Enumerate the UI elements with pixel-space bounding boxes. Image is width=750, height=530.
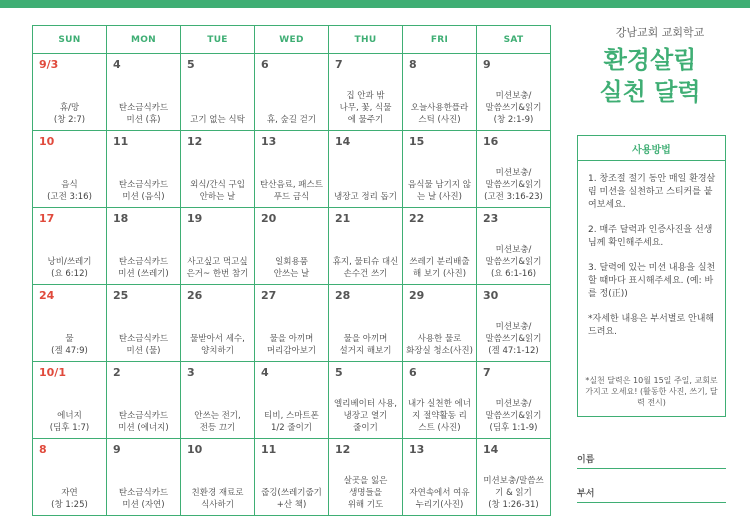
submission-note: *실천 달력은 10월 15일 주일, 교회로 가지고 오세요! (활동한 사진, 쓰기, 달력 전시) bbox=[585, 376, 718, 407]
calendar-day-cell bbox=[403, 439, 477, 516]
dept-line bbox=[577, 502, 726, 503]
howto-item: *자세한 내용은 부서별로 안내해드려요. bbox=[588, 314, 715, 337]
day-number: 6 bbox=[409, 366, 417, 379]
day-number: 22 bbox=[409, 212, 425, 225]
calendar-day-cell bbox=[403, 285, 477, 362]
calendar-day-cell bbox=[329, 439, 403, 516]
day-mission: 미션보충/ 말씀쓰기&읽기 (딤후 1:1-9) bbox=[485, 399, 542, 433]
day-number: 5 bbox=[335, 366, 343, 379]
calendar-day-cell bbox=[329, 131, 403, 208]
name-line bbox=[577, 468, 726, 469]
day-mission: 사용한 물로 화장실 청소(사진) bbox=[406, 334, 473, 356]
calendar-day-cell bbox=[181, 439, 255, 516]
calendar-day-cell bbox=[329, 208, 403, 285]
day-mission: 낭비/쓰레기 (요 6:12) bbox=[47, 257, 92, 279]
day-number: 20 bbox=[261, 212, 277, 225]
howto-item: 1. 창조절 절기 동안 매일 환경살림 미션을 실천하고 스티커를 붙여보세요. bbox=[588, 174, 716, 210]
day-number: 26 bbox=[187, 289, 203, 302]
day-mission: 탄소금식카드 미션 (음식) bbox=[118, 180, 169, 202]
day-mission: 살곳을 잃은 생명들을 위해 기도 bbox=[343, 476, 388, 510]
calendar-day-cell bbox=[107, 208, 181, 285]
day-mission: 냉장고 정리 돕기 bbox=[334, 192, 397, 202]
calendar-day-cell bbox=[477, 208, 551, 285]
day-number: 23 bbox=[483, 212, 499, 225]
day-mission: 자연속에서 여유 누리기(사진) bbox=[409, 488, 470, 510]
calendar-day-cell bbox=[181, 131, 255, 208]
day-number: 13 bbox=[409, 443, 425, 456]
calendar-grid bbox=[32, 25, 551, 516]
day-mission: 탄소금식카드 미션 (자연) bbox=[118, 488, 169, 510]
name-label: 이름 bbox=[577, 455, 595, 465]
calendar-day-cell bbox=[255, 131, 329, 208]
day-mission: 미션보충/ 말씀쓰기&읽기 (창 2:1-9) bbox=[485, 91, 542, 125]
day-mission: 물을 아끼며 설거지 해보기 bbox=[339, 334, 392, 356]
calendar-day-cell bbox=[107, 285, 181, 362]
day-number: 4 bbox=[261, 366, 269, 379]
day-number: 7 bbox=[335, 58, 343, 71]
howto-box bbox=[577, 135, 726, 417]
day-mission: 휴, 숲길 걷기 bbox=[266, 115, 317, 125]
top-accent-bar bbox=[0, 0, 750, 8]
day-number: 15 bbox=[409, 135, 425, 148]
day-mission: 오늘사용한플라 스틱 (사진) bbox=[410, 103, 469, 125]
day-number: 12 bbox=[335, 443, 351, 456]
day-mission: 고기 없는 식탁 bbox=[190, 115, 245, 125]
day-mission: 안쓰는 전기, 전등 끄기 bbox=[194, 411, 241, 433]
day-number: 7 bbox=[483, 366, 491, 379]
calendar-day-cell bbox=[403, 131, 477, 208]
weekday-sat: SAT bbox=[477, 26, 551, 54]
calendar-day-cell bbox=[329, 54, 403, 131]
howto-title: 사용방법 bbox=[578, 136, 725, 161]
calendar-day-cell bbox=[477, 131, 551, 208]
day-number: 8 bbox=[39, 443, 47, 456]
day-number: 13 bbox=[261, 135, 277, 148]
weekday-sun: SUN bbox=[33, 26, 107, 54]
day-number: 14 bbox=[335, 135, 351, 148]
day-mission: 집 안과 밖 나무, 꽃, 식물 에 물주기 bbox=[339, 91, 392, 125]
day-mission: 티비, 스마트폰 1/2 줄이기 bbox=[264, 411, 319, 433]
day-number: 5 bbox=[187, 58, 195, 71]
day-mission: 미션보충/ 말씀쓰기&읽기 (요 6:1-16) bbox=[485, 245, 542, 279]
calendar-day-cell bbox=[107, 439, 181, 516]
calendar-day-cell bbox=[107, 54, 181, 131]
day-number: 21 bbox=[335, 212, 351, 225]
day-mission: 탄소금식카드 미션 (물) bbox=[118, 334, 169, 356]
day-mission: 음식 (고전 3:16) bbox=[47, 180, 92, 202]
day-mission: 사고싶고 먹고싶 은거~ 한번 참기 bbox=[186, 257, 249, 279]
weekday-wed: WED bbox=[255, 26, 329, 54]
day-number: 10 bbox=[187, 443, 203, 456]
calendar-day-cell bbox=[255, 439, 329, 516]
calendar-day-cell bbox=[33, 439, 107, 516]
calendar-day-cell bbox=[181, 362, 255, 439]
day-mission: 쓰레기 분리배출 해 보기 (사진) bbox=[409, 257, 470, 279]
day-mission: 일회용품 안쓰는 날 bbox=[273, 257, 310, 279]
calendar-day-cell bbox=[255, 208, 329, 285]
day-mission: 에너지 (딤후 1:7) bbox=[49, 411, 90, 433]
day-number: 4 bbox=[113, 58, 121, 71]
day-number: 3 bbox=[187, 366, 195, 379]
howto-item: 3. 달력에 있는 미션 내용을 실천할 때마다 표시해주세요. (예: 바를 정(正)) bbox=[588, 263, 716, 299]
day-mission: 엘리베이터 사용, 냉장고 열기 줄이기 bbox=[334, 399, 397, 433]
day-number: 29 bbox=[409, 289, 425, 302]
day-mission: 물 (겔 47:9) bbox=[51, 334, 88, 356]
day-number: 16 bbox=[483, 135, 499, 148]
calendar-day-cell bbox=[477, 54, 551, 131]
calendar-day-cell bbox=[477, 362, 551, 439]
day-number: 9 bbox=[113, 443, 121, 456]
day-mission: 물받아서 세수, 양치하기 bbox=[190, 334, 245, 356]
day-number: 6 bbox=[261, 58, 269, 71]
day-number: 30 bbox=[483, 289, 499, 302]
name-field[interactable] bbox=[577, 452, 726, 465]
howto-list bbox=[578, 161, 725, 339]
day-mission: 탄산음료, 패스트 푸드 금식 bbox=[260, 180, 323, 202]
day-mission: 탄소금식카드 미션 (휴) bbox=[118, 103, 169, 125]
day-mission: 내가 실천한 에너 지 절약활동 리 스트 (사진) bbox=[408, 399, 471, 433]
calendar-day-cell bbox=[33, 285, 107, 362]
day-number: 10 bbox=[39, 135, 55, 148]
day-mission: 미션보충/ 말씀쓰기&읽기 (겔 47:1-12) bbox=[485, 322, 542, 356]
calendar-day-cell bbox=[255, 54, 329, 131]
church-name: 강남교회 교회학교 bbox=[615, 26, 705, 39]
calendar-day-cell bbox=[181, 285, 255, 362]
day-mission: 미션보충/말씀쓰 기 & 읽기 (창 1:26-31) bbox=[483, 476, 544, 510]
day-mission: 휴지, 물티슈 대신 손수건 쓰기 bbox=[332, 257, 399, 279]
day-mission: 음식물 남기지 않 는 날 (사진) bbox=[408, 180, 471, 202]
calendar-day-cell bbox=[107, 362, 181, 439]
day-mission: 탄소금식카드 미션 (쓰레기) bbox=[118, 257, 169, 279]
day-number: 27 bbox=[261, 289, 277, 302]
day-number: 11 bbox=[113, 135, 129, 148]
day-number: 12 bbox=[187, 135, 203, 148]
weekday-tue: TUE bbox=[181, 26, 255, 54]
calendar-day-cell bbox=[329, 285, 403, 362]
day-mission: 미션보충/ 말씀쓰기&읽기 (고전 3:16-23) bbox=[484, 168, 543, 202]
calendar-day-cell bbox=[329, 362, 403, 439]
day-mission: 친환경 재료로 식사하기 bbox=[191, 488, 244, 510]
calendar-day-cell bbox=[107, 131, 181, 208]
day-number: 17 bbox=[39, 212, 55, 225]
calendar-day-cell bbox=[181, 54, 255, 131]
day-number: 18 bbox=[113, 212, 129, 225]
calendar-day-cell bbox=[33, 208, 107, 285]
day-mission: 외식/간식 구입 안하는 날 bbox=[190, 180, 245, 202]
calendar-day-cell bbox=[477, 439, 551, 516]
day-number: 10/1 bbox=[39, 366, 66, 379]
calendar-day-cell bbox=[403, 54, 477, 131]
dept-field[interactable] bbox=[577, 486, 726, 499]
calendar-day-cell bbox=[477, 285, 551, 362]
day-number: 28 bbox=[335, 289, 351, 302]
day-number: 8 bbox=[409, 58, 417, 71]
day-mission: 물을 아끼며 머리감아보기 bbox=[266, 334, 317, 356]
day-number: 14 bbox=[483, 443, 499, 456]
day-number: 2 bbox=[113, 366, 121, 379]
calendar-day-cell bbox=[255, 362, 329, 439]
day-mission: 탄소금식카드 미션 (에너지) bbox=[118, 411, 169, 433]
day-number: 19 bbox=[187, 212, 203, 225]
calendar-title: 환경살림 실천 달력 bbox=[599, 46, 701, 106]
day-mission: 줍깅(쓰레기줍기 +산 책) bbox=[261, 488, 322, 510]
calendar-day-cell bbox=[33, 54, 107, 131]
dept-label: 부서 bbox=[577, 489, 595, 499]
day-number: 24 bbox=[39, 289, 55, 302]
day-number: 9 bbox=[483, 58, 491, 71]
day-number: 9/3 bbox=[39, 58, 59, 71]
day-mission: 휴/망 (창 2:7) bbox=[53, 103, 86, 125]
calendar-day-cell bbox=[403, 208, 477, 285]
calendar-day-cell bbox=[33, 362, 107, 439]
weekday-mon: MON bbox=[107, 26, 181, 54]
howto-item: 2. 매주 달력과 인증사진을 선생님께 확인해주세요. bbox=[588, 225, 713, 248]
day-number: 11 bbox=[261, 443, 277, 456]
calendar-day-cell bbox=[181, 208, 255, 285]
calendar-day-cell bbox=[33, 131, 107, 208]
weekday-fri: FRI bbox=[403, 26, 477, 54]
calendar-day-cell bbox=[403, 362, 477, 439]
day-mission: 자연 (창 1:25) bbox=[51, 488, 88, 510]
day-number: 25 bbox=[113, 289, 129, 302]
weekday-thu: THU bbox=[329, 26, 403, 54]
calendar-day-cell bbox=[255, 285, 329, 362]
